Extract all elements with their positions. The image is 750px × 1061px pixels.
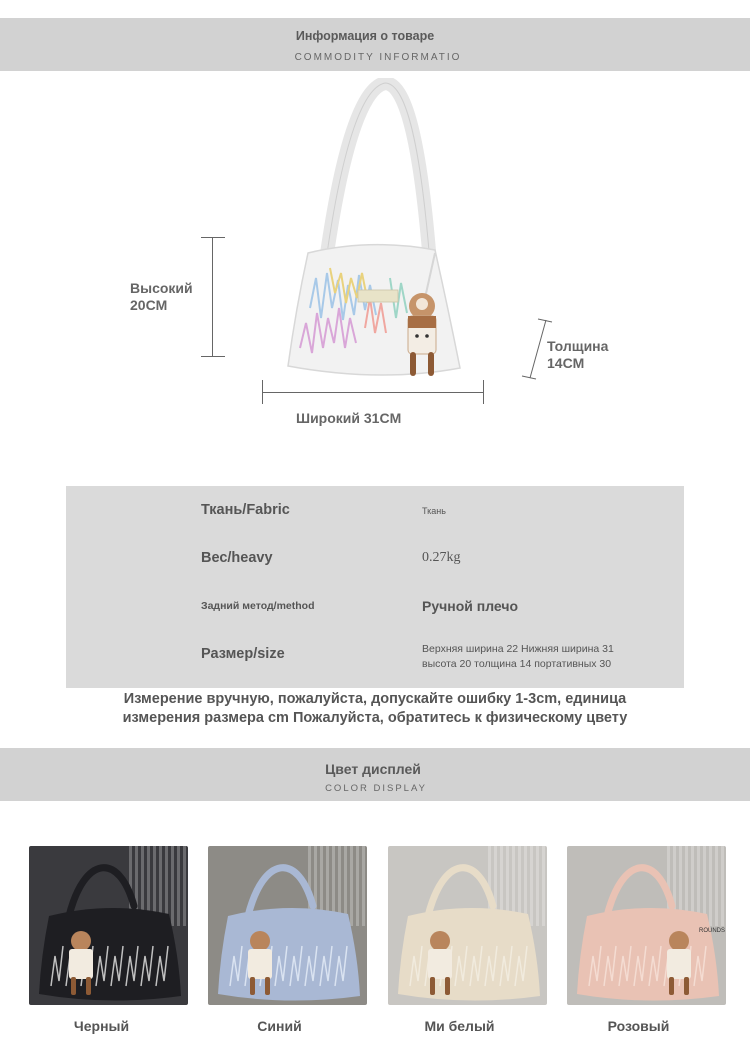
measurement-note-line1: Измерение вручную, пожалуйста, допускайте ошибку 1-3cm, единица: [123, 691, 627, 707]
spec-table: [66, 486, 684, 688]
spec-value: 0.27kg: [422, 550, 461, 565]
color-name-black: Черный: [73, 1018, 130, 1034]
swatch-print-text: ROUNDS: [699, 928, 726, 934]
width-dimension-cap-left: [262, 380, 263, 404]
thickness-value: 14CM: [547, 355, 585, 371]
width-dimension-cap-right: [483, 380, 484, 404]
spec-key: Вес/heavy: [201, 550, 273, 566]
spec-key: Ткань/Fabric: [201, 502, 290, 518]
spec-value: Ткань: [422, 506, 446, 516]
spec-value-line2: высота 20 толщина 14 портативных 30: [422, 658, 612, 670]
commodity-info-banner: [0, 18, 750, 71]
spec-key: Размер/size: [201, 646, 285, 662]
measurement-note: [0, 690, 750, 728]
commodity-banner-title: Информация о товаре: [295, 29, 435, 43]
color-name-white: Ми белый: [424, 1018, 495, 1034]
width-label: Широкий 31CM: [296, 410, 402, 426]
spec-value: Ручной плечо: [422, 598, 519, 614]
spec-value-line1: Верхняя ширина 22 Нижняя ширина 31: [422, 643, 614, 655]
height-label: Высокий: [130, 280, 193, 296]
product-bag-image: [270, 78, 480, 388]
color-swatch-black[interactable]: [29, 846, 188, 1005]
color-banner-title: Цвет дисплей: [325, 761, 421, 777]
color-swatch-pink[interactable]: [567, 846, 726, 1005]
color-display-banner: [0, 748, 750, 801]
height-dimension-line: [212, 237, 213, 357]
color-swatch-white[interactable]: [388, 846, 547, 1005]
spec-key: Задний метод/method: [201, 600, 315, 612]
height-value: 20CM: [130, 297, 168, 313]
height-dimension-cap-top: [201, 237, 225, 238]
color-swatch-blue[interactable]: [208, 846, 367, 1005]
swatch-photo: [29, 846, 188, 1005]
measurement-note-line2: измерения размера cm Пожалуйста, обратитесь к физическому цвету: [122, 710, 628, 726]
swatch-photo: [388, 846, 547, 1005]
color-name-blue: Синий: [257, 1018, 302, 1034]
thickness-label: Толщина: [547, 338, 609, 354]
swatch-photo: [567, 846, 726, 1005]
width-dimension-line: [262, 392, 484, 393]
swatch-photo: [208, 846, 367, 1005]
color-banner-subtitle: COLOR DISPLAY: [325, 783, 427, 794]
commodity-banner-subtitle: COMMODITY INFORMATIO: [294, 52, 462, 63]
color-name-pink: Розовый: [607, 1018, 670, 1034]
height-dimension-cap-bottom: [201, 356, 225, 357]
